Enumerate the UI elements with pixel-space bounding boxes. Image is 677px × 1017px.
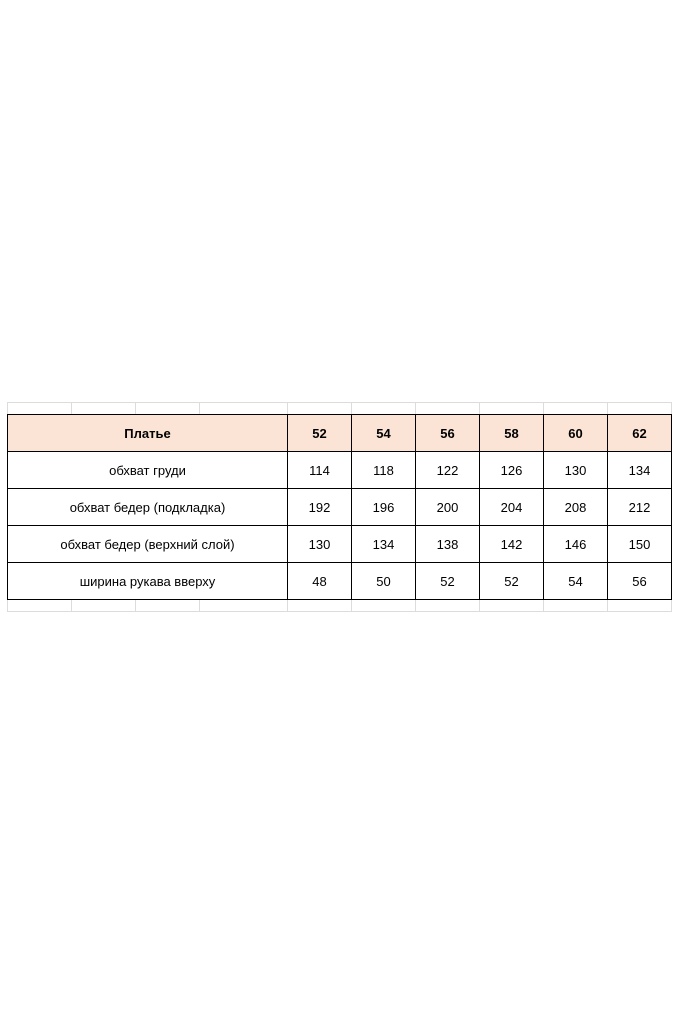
table-cell: 192 [288,489,352,526]
header-cell-size: 56 [416,415,480,452]
spreadsheet-gridlines-bottom [7,600,672,612]
table-cell: 138 [416,526,480,563]
header-cell-size: 60 [544,415,608,452]
table-cell: 118 [352,452,416,489]
table-header-row [8,415,672,452]
table-row [8,452,672,489]
table-cell: 130 [288,526,352,563]
table-cell: 212 [608,489,672,526]
header-cell-size: 58 [480,415,544,452]
table-cell: 208 [544,489,608,526]
header-cell-size: 54 [352,415,416,452]
table-cell: 130 [544,452,608,489]
table-cell: 52 [416,563,480,600]
table-cell: 50 [352,563,416,600]
table-cell: 122 [416,452,480,489]
table-cell: 54 [544,563,608,600]
row-label: обхват бедер (подкладка) [8,489,288,526]
header-cell-product: Платье [8,415,288,452]
row-label: обхват бедер (верхний слой) [8,526,288,563]
table-cell: 48 [288,563,352,600]
size-chart-table [7,414,672,600]
table-cell: 146 [544,526,608,563]
spreadsheet-gridlines-top [7,402,672,414]
table-cell: 134 [608,452,672,489]
row-label: обхват груди [8,452,288,489]
table-cell: 56 [608,563,672,600]
table-cell: 150 [608,526,672,563]
table-row [8,489,672,526]
table-row [8,526,672,563]
row-label: ширина рукава вверху [8,563,288,600]
table-cell: 114 [288,452,352,489]
header-cell-size: 62 [608,415,672,452]
table-cell: 204 [480,489,544,526]
table-cell: 200 [416,489,480,526]
table-cell: 134 [352,526,416,563]
table-cell: 196 [352,489,416,526]
table-cell: 52 [480,563,544,600]
header-cell-size: 52 [288,415,352,452]
table-cell: 142 [480,526,544,563]
table-row [8,563,672,600]
table-cell: 126 [480,452,544,489]
